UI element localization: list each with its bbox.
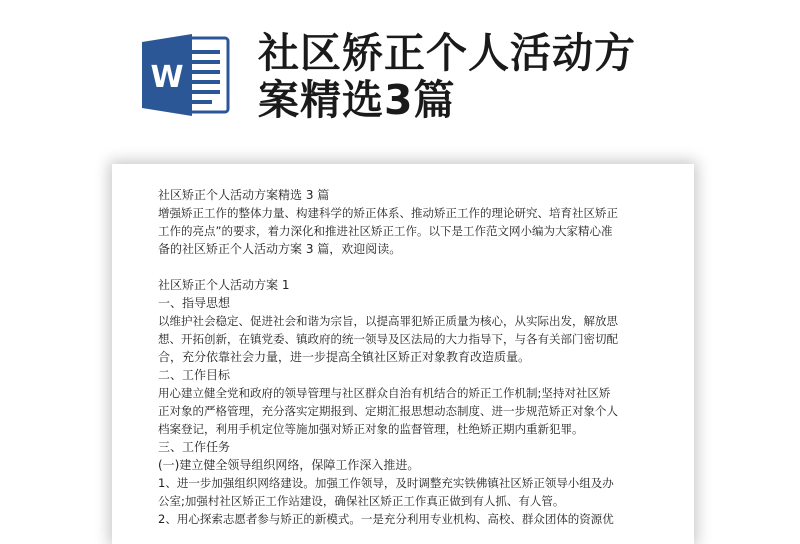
subheading: 二、工作目标 (158, 368, 231, 382)
doc-line: 1、进一步加强组织网络建设。加强工作领导，及时调整充实铁佛镇社区矫正领导小组及办 (158, 476, 614, 490)
doc-line: 档案登记，利用手机定位等施加强对矫正对象的监督管理，杜绝矫正期内重新犯罪。 (158, 422, 584, 436)
doc-line: 2、用心探索志愿者参与矫正的新模式。一是充分利用专业机构、高校、群众团体的资源优 (158, 512, 614, 526)
page-title (258, 30, 688, 124)
document-page (112, 164, 694, 544)
doc-line: 以维护社会稳定、促进社会和谐为宗旨，以提高罪犯矫正质量为核心，从实际出发，解放思 (158, 314, 618, 328)
doc-line: 社区矫正个人活动方案精选 3 篇 (158, 188, 330, 202)
subheading: 三、工作任务 (158, 440, 231, 454)
title-line-2: 案精选3篇 (258, 76, 456, 124)
doc-line: 合，充分依靠社会力量，进一步提高全镇社区矫正对象教育改造质量。 (158, 350, 531, 364)
subheading: 一、指导思想 (158, 296, 231, 310)
doc-line: 公室;加强村社区矫正工作站建设，确保社区矫正工作真正做到有人抓、有人管。 (158, 494, 565, 508)
word-icon-letter: W (150, 60, 184, 95)
word-document-icon (140, 32, 232, 118)
title-line-1: 社区矫正个人活动方 (258, 29, 636, 77)
blank-line (158, 258, 658, 276)
doc-line: 用心建立健全党和政府的领导管理与社区群众自治有机结合的矫正工作机制;坚持对社区矫 (158, 386, 611, 400)
doc-line: 正对象的严格管理，充分落实定期报到、定期汇报思想动态制度、进一步规范矫正对象个人 (158, 404, 618, 418)
doc-line: 备的社区矫正个人活动方案 3 篇，欢迎阅读。 (158, 242, 402, 256)
doc-line: (一)建立健全领导组织网络，保障工作深入推进。 (158, 458, 420, 472)
doc-line: 工作的亮点”的要求，着力深化和推进社区矫正工作。以下是工作范文网小编为大家精心准 (158, 224, 613, 238)
header (0, 0, 800, 150)
document-body (158, 186, 658, 528)
doc-line: 想、开拓创新，在镇党委、镇政府的统一领导及区法局的大力指导下，与各有关部门密切配 (158, 332, 618, 346)
doc-line: 增强矫正工作的整体力量、构建科学的矫正体系、推动矫正工作的理论研究、培育社区矫正 (158, 206, 618, 220)
section-heading: 社区矫正个人活动方案 1 (158, 278, 290, 292)
